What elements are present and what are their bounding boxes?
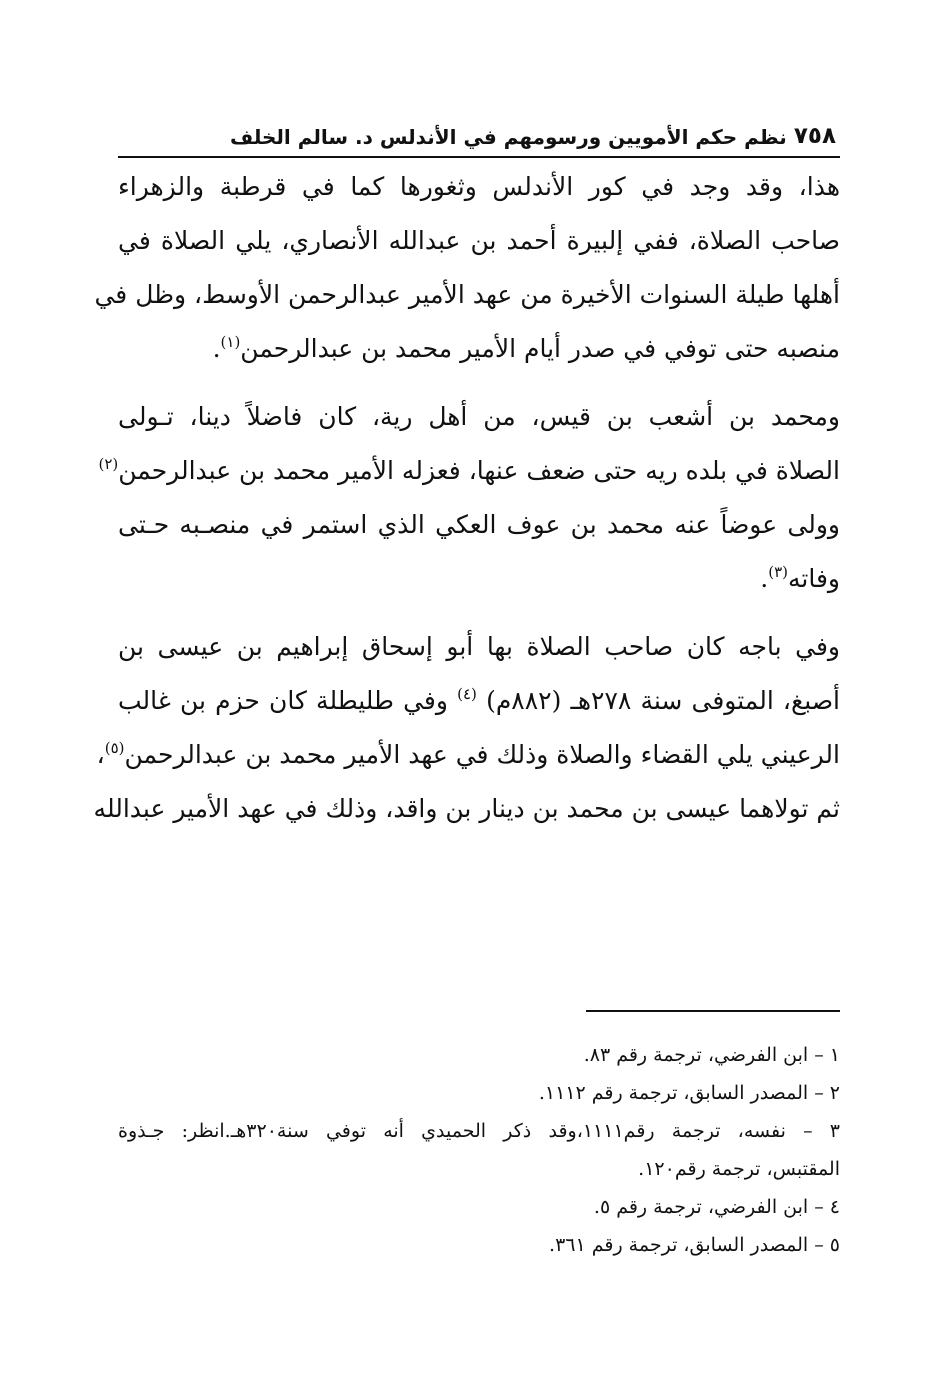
footnote-2: ٢ – المصدر السابق، ترجمة رقم ١١١٢.: [538, 1082, 840, 1104]
text-line: ثم تولاهما عيسى بن محمد بن دينار بن واقد، وذلك في عهد الأمير عبدالله: [93, 794, 840, 823]
text-line: وفي باجه كان صاحب الصلاة بها أبو إسحاق إبراهيم بن عيسى بن: [118, 632, 840, 661]
footnotes: [118, 1036, 840, 1264]
footnote-separator: [586, 1010, 840, 1012]
text-line: [96, 728, 840, 782]
text-line: وولى عوضاً عنه محمد بن عوف العكي الذي استمر في منصـبه حـتى: [118, 510, 840, 539]
text-line: أهلها طيلة السنوات الأخيرة من عهد الأمير عبدالرحمن الأوسط، وظل في: [94, 280, 840, 309]
page-number: ٧٥٨: [793, 123, 836, 149]
text-line: [118, 674, 840, 728]
line-end: .: [212, 334, 221, 363]
line-text: وفي طليطلة كان حزم بن غالب: [118, 686, 448, 715]
text-line: [118, 322, 840, 376]
footnote-3: ٣ – نفسه، ترجمة رقم١١١١،وقد ذكر الحميدي أنه توفي سنة٣٢٠هـ.انظر: جـذوة: [118, 1120, 840, 1142]
line-end: .: [760, 564, 769, 593]
line-text: وفاته: [787, 564, 840, 593]
paragraph-gap: [118, 606, 840, 620]
footnote-marker[interactable]: (٥): [104, 739, 125, 757]
line-text: الرعيني يلي القضاء والصلاة وذلك في عهد الأمير محمد بن عبدالرحمن: [124, 740, 840, 769]
footnote-marker[interactable]: (٤): [457, 685, 477, 703]
page-header: [118, 118, 840, 158]
line-text: منصبه حتى توفي في صدر أيام الأمير محمد بن عبدالرحمن: [240, 334, 840, 363]
line-end: ،: [96, 740, 105, 769]
line-text: أصبغ، المتوفى سنة ٢٧٨هـ (٨٨٢م): [486, 686, 841, 715]
footnote-5: ٥ – المصدر السابق، ترجمة رقم ٣٦١.: [549, 1234, 840, 1256]
text-line: [118, 552, 840, 606]
footnote-3-continued: المقتبس، ترجمة رقم١٢٠.: [638, 1158, 840, 1180]
main-text: [93, 160, 841, 836]
footnote-1: ١ – ابن الفرضي، ترجمة رقم ٨٣.: [583, 1044, 840, 1066]
footnote-marker[interactable]: (٢): [98, 455, 119, 473]
footnote-marker[interactable]: (٣): [768, 563, 788, 581]
line-text: الصلاة في بلده ريه حتى ضعف عنها، فعزله الأمير محمد بن عبدالرحمن: [118, 456, 840, 485]
paragraph-gap: [118, 376, 840, 390]
text-line: صاحب الصلاة، ففي إلبيرة أحمد بن عبدالله الأنصاري، يلي الصلاة في: [118, 226, 840, 255]
text-line: ومحمد بن أشعب بن قيس، من أهل رية، كان فاضلاً دينا، تـولى: [118, 402, 840, 431]
text-line: [98, 444, 840, 498]
footnote-marker[interactable]: (١): [220, 333, 241, 351]
running-title: نظم حكم الأمويين ورسومهم في الأندلس د. سالم الخلف: [230, 125, 787, 149]
text-line: هذا، وقد وجد في كور الأندلس وثغورها كما في قرطبة والزهراء: [118, 172, 840, 201]
footnote-4: ٤ – ابن الفرضي، ترجمة رقم ٥.: [593, 1196, 840, 1218]
